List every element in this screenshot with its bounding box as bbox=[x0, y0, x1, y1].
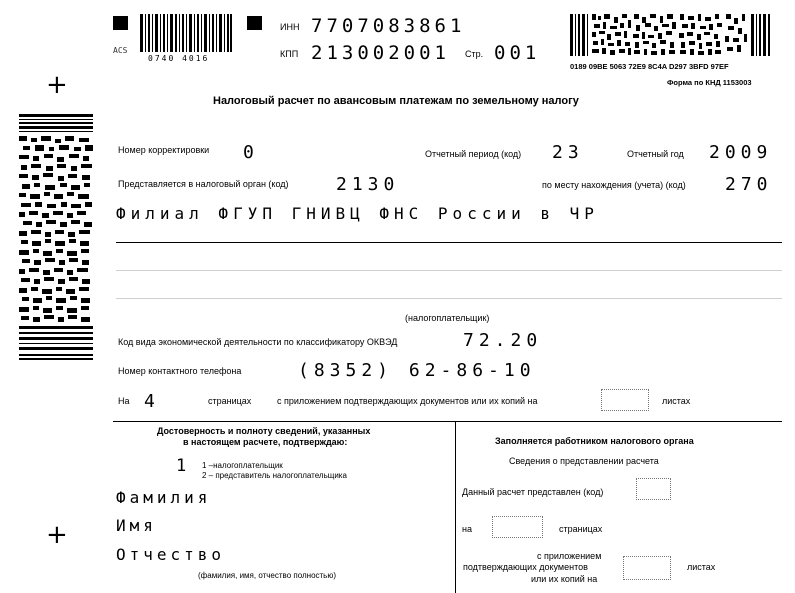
office-heading: Заполняется работником налогового органа bbox=[495, 436, 694, 446]
submitted-label: Данный расчет представлен (код) bbox=[462, 487, 604, 497]
pages-value: 4 bbox=[144, 391, 160, 412]
kpp-label: КПП bbox=[280, 49, 299, 59]
location-label: по месту нахождения (учета) (код) bbox=[542, 180, 686, 190]
taxpayer-name: Филиал ФГУП ГНИВЦ ФНС России в ЧР bbox=[116, 204, 599, 223]
barcode-2d-text: 0189 09BE 5063 72E9 8C4A D297 3BFD 97EF bbox=[570, 62, 729, 71]
confirm-heading-1: Достоверность и полноту сведений, указанных bbox=[157, 426, 371, 436]
barcode-number: 0740 4016 bbox=[148, 54, 210, 63]
pages-on-label: На bbox=[118, 396, 130, 406]
barcode-2d-side bbox=[19, 114, 93, 360]
office-sheets-label: листах bbox=[687, 562, 716, 572]
tax-org-value: 2130 bbox=[336, 174, 400, 195]
location-value: 270 bbox=[725, 174, 773, 195]
kpp-value: 213002001 bbox=[311, 42, 450, 64]
submitted-code-cells[interactable] bbox=[636, 478, 671, 500]
office-attach-line-1: с приложением bbox=[537, 551, 602, 561]
barcode-code: ACS bbox=[113, 46, 128, 55]
corner-marker-mid bbox=[247, 16, 262, 30]
year-value: 2009 bbox=[709, 142, 773, 163]
okved-value: 72.20 bbox=[463, 330, 543, 351]
office-attach-line-3: или их копий на bbox=[531, 574, 598, 584]
section-divider bbox=[113, 421, 782, 422]
signer-option-1: 1 –налогоплательщик bbox=[202, 461, 283, 470]
tax-org-label: Представляется в налоговый орган (код) bbox=[118, 179, 289, 189]
registration-cross-top: + bbox=[46, 70, 68, 100]
confirm-heading-2: в настоящем расчете, подтверждаю: bbox=[183, 437, 348, 447]
taxpayer-line-3 bbox=[116, 298, 782, 299]
signer-option-2: 2 – представитель налогоплательщика bbox=[202, 471, 347, 480]
inn-value: 7707083861 bbox=[311, 15, 466, 37]
inn-label: ИНН bbox=[280, 22, 300, 32]
form-code: Форма по КНД 1153003 bbox=[667, 78, 752, 87]
office-pages-label: страницах bbox=[559, 524, 603, 534]
barcode-2d-top bbox=[570, 14, 770, 56]
year-label: Отчетный год bbox=[627, 149, 684, 159]
registration-cross-bottom: + bbox=[46, 520, 68, 550]
patronymic: Отчество bbox=[116, 545, 226, 564]
taxpayer-line-2 bbox=[116, 270, 782, 271]
okved-label: Код вида экономической деятельности по классификатору ОКВЭД bbox=[118, 337, 398, 347]
taxpayer-caption: (налогоплательщик) bbox=[405, 313, 490, 323]
period-label: Отчетный период (код) bbox=[425, 149, 522, 159]
barcode-1d bbox=[140, 14, 232, 52]
section-vertical-divider bbox=[455, 421, 456, 593]
phone-label: Номер контактного телефона bbox=[118, 366, 242, 376]
pages-label: страницах bbox=[208, 396, 252, 406]
attach-sheets-cells[interactable] bbox=[601, 389, 649, 411]
office-on-label: на bbox=[462, 524, 472, 534]
taxpayer-line-1 bbox=[116, 242, 782, 243]
correction-label: Номер корректировки bbox=[118, 145, 210, 155]
office-sheets-cells[interactable] bbox=[623, 556, 671, 580]
attach-label: с приложением подтверждающих документов или их копий на bbox=[277, 396, 538, 406]
correction-value: 0 bbox=[243, 142, 259, 163]
signer-code: 1 bbox=[176, 456, 187, 476]
office-pages-cells[interactable] bbox=[492, 516, 543, 538]
surname: Фамилия bbox=[116, 488, 212, 507]
page-title: Налоговый расчет по авансовым платежам по земельному налогу bbox=[213, 95, 579, 107]
corner-marker-left bbox=[113, 16, 128, 30]
phone-value: (8352) 62-86-10 bbox=[298, 360, 536, 381]
given-name: Имя bbox=[116, 516, 157, 535]
office-attach-line-2: подтверждающих документов bbox=[463, 562, 588, 572]
page-value: 001 bbox=[494, 42, 541, 64]
office-subheading: Сведения о представлении расчета bbox=[509, 456, 659, 466]
fio-caption: (фамилия, имя, отчество полностью) bbox=[198, 571, 337, 580]
period-value: 23 bbox=[552, 142, 584, 163]
page-label: Стр. bbox=[465, 49, 484, 59]
sheets-label: листах bbox=[662, 396, 691, 406]
